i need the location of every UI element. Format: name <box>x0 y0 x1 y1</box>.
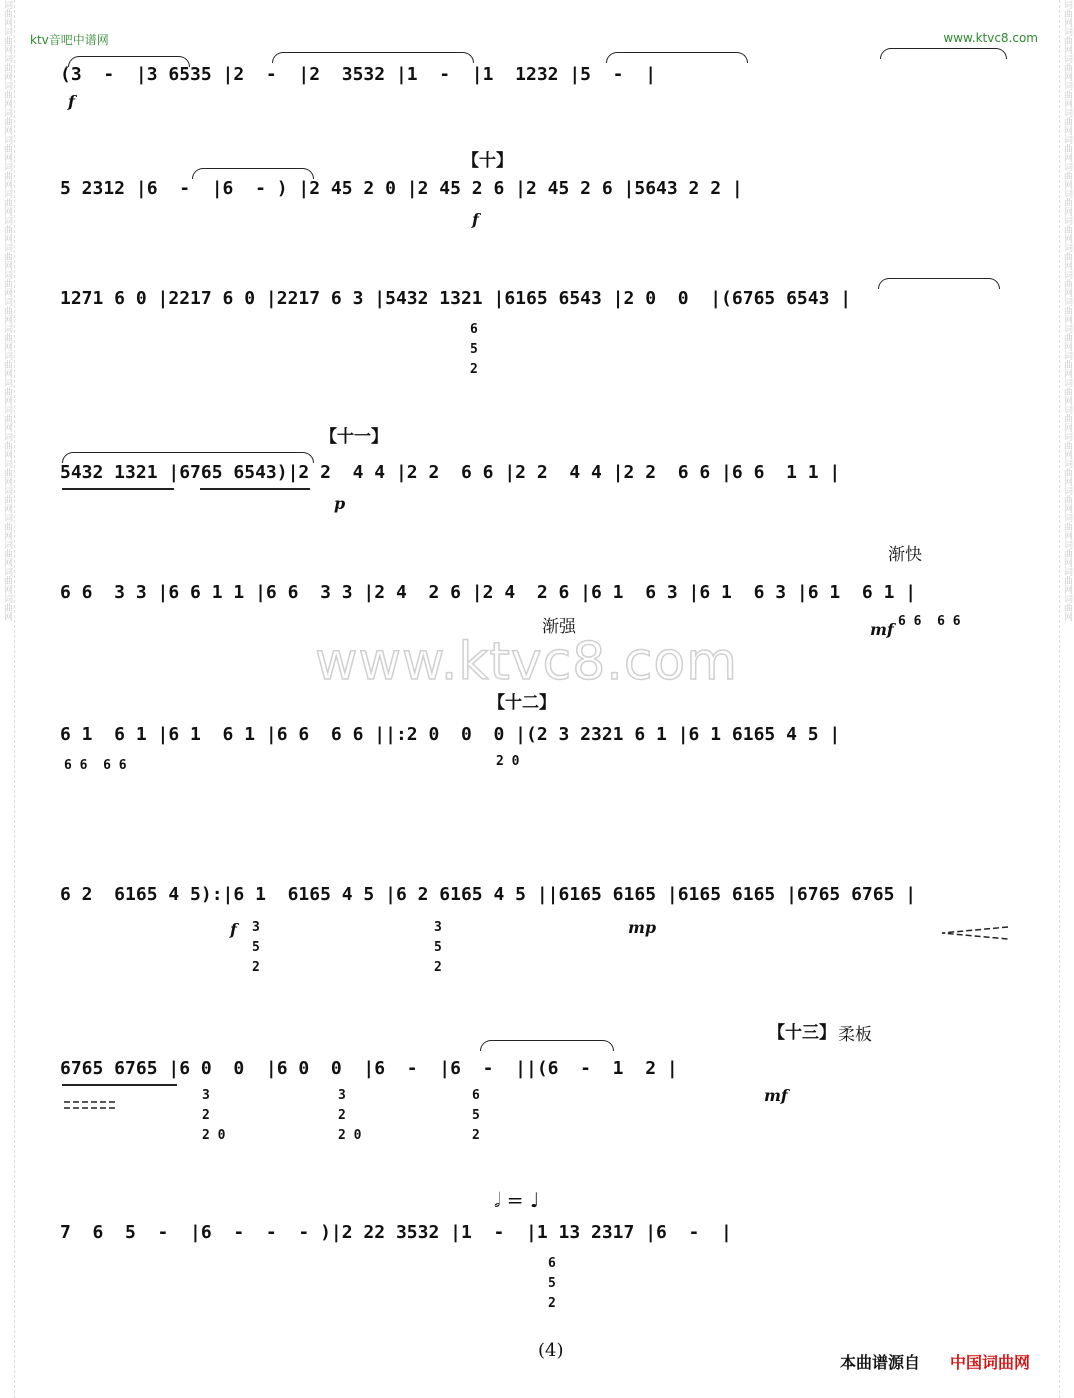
dynamic-mark: p <box>334 494 346 513</box>
side-watermark-text: 词曲网 <box>1062 243 1072 270</box>
slur <box>880 48 1007 59</box>
harmony-notes: 3 2 2 0 <box>338 1088 362 1143</box>
row-1-notes: (3 - |3 6535 |2 - |2 3532 |1 - |1 1232 |5 - | <box>60 64 657 85</box>
side-watermark-text: 词曲网 <box>2 108 12 135</box>
dynamic-mark: f <box>472 210 479 229</box>
harmony-notes: 6 5 2 <box>470 322 478 377</box>
beam-line <box>62 1084 177 1086</box>
side-watermark-text: 词曲网 <box>2 567 12 594</box>
side-watermark-text: 词曲网 <box>2 594 12 621</box>
slur <box>606 52 748 63</box>
side-watermark-text: 词曲网 <box>2 324 12 351</box>
side-watermark-text: 词曲网 <box>2 189 12 216</box>
dynamic-mark: mf <box>870 620 894 639</box>
score-row-3 <box>60 288 1010 320</box>
side-watermark-text: 词曲网 <box>2 243 12 270</box>
side-watermark-text: 词曲网 <box>1062 351 1072 378</box>
slur <box>62 452 314 463</box>
harmony-notes: 3 5 2 <box>252 920 260 975</box>
side-watermark-text: 词曲网 <box>1062 0 1072 27</box>
side-watermark-text: 词曲网 <box>2 270 12 297</box>
side-watermark-text: 词曲网 <box>2 162 12 189</box>
harmony-notes: 6 6 6 6 <box>64 758 127 773</box>
side-watermark-text: 词曲网 <box>2 513 12 540</box>
dynamic-mark: f <box>230 920 237 939</box>
side-watermark-text: 词曲网 <box>2 27 12 54</box>
dynamic-mark: mp <box>628 918 657 937</box>
score-row-1 <box>60 64 1010 96</box>
section-label-10: 【十】 <box>462 151 513 171</box>
side-watermark-text: 词曲网 <box>2 432 12 459</box>
row-5-notes: 6 6 3 3 |6 6 1 1 |6 6 3 3 |2 4 2 6 |2 4 2 6 |6 1 6 3 |6 1 6 3 |6 1 6 1 | <box>60 582 917 603</box>
harmony-notes: 3 2 2 0 <box>202 1088 226 1143</box>
side-watermark-text: 词曲网 <box>1062 297 1072 324</box>
tempo-word-rouban: 柔板 <box>838 1025 872 1045</box>
score-row-9 <box>60 1222 1010 1254</box>
page-number: (4) <box>538 1340 564 1361</box>
score-row-7 <box>60 884 1010 916</box>
header-right-url: www.ktvc8.com <box>943 31 1038 45</box>
harmony-notes: 6 5 2 <box>472 1088 480 1143</box>
slur <box>878 278 1000 289</box>
accel-word: 渐快 <box>888 545 922 565</box>
side-watermark-text: 词曲网 <box>2 459 12 486</box>
side-watermark-text: 词曲网 <box>1062 324 1072 351</box>
side-watermark-text: 词曲网 <box>2 0 12 27</box>
slur <box>192 168 314 179</box>
score-row-6 <box>60 724 1010 756</box>
side-watermark-text: 词曲网 <box>1062 567 1072 594</box>
crescendo-hairpin <box>62 1098 120 1112</box>
section-label-12: 【十二】 <box>488 693 556 713</box>
dynamic-mark: mf <box>764 1086 788 1105</box>
side-watermark-text: 词曲网 <box>1062 405 1072 432</box>
side-watermark-text: 词曲网 <box>2 486 12 513</box>
row-2-notes: 5 2312 |6 - |6 - ) |2 45 2 0 |2 45 2 6 |2 45 2 6 |5643 2 2 | <box>60 178 743 199</box>
side-watermark-text: 词曲网 <box>1062 378 1072 405</box>
left-margin-watermark <box>0 0 15 1398</box>
row-7-notes: 6 2 6165 4 5):|6 1 6165 4 5 |6 2 6165 4 5 ||6165 6165 |6165 6165 |6765 6765 | <box>60 884 917 905</box>
footer-site-name: 中国词曲网 <box>950 1353 1031 1372</box>
side-watermark-text: 词曲网 <box>1062 432 1072 459</box>
slur <box>480 1040 614 1051</box>
center-watermark: www.ktvc8.com <box>315 632 738 692</box>
harmony-notes: 3 5 2 <box>434 920 442 975</box>
side-watermark-text: 词曲网 <box>2 81 12 108</box>
harmony-notes: 2 0 <box>496 754 520 769</box>
slur <box>68 56 190 67</box>
crescendo-hairpin <box>940 926 1010 940</box>
row-3-notes: 1271 6 0 |2217 6 0 |2217 6 3 |5432 1321 |6165 6543 |2 0 0 |(6765 6543 | <box>60 288 852 309</box>
right-margin-watermark <box>1059 0 1074 1398</box>
row-4-notes: 5432 1321 |6765 6543)|2 2 4 4 |2 2 6 6 |2 2 4 4 |2 2 6 6 |6 6 1 1 | <box>60 462 841 483</box>
side-watermark-text: 词曲网 <box>2 405 12 432</box>
side-watermark-text: 词曲网 <box>1062 540 1072 567</box>
slur <box>272 52 474 63</box>
beam-line <box>62 488 174 490</box>
cresc-word: 渐强 <box>542 617 576 637</box>
side-watermark-text: 词曲网 <box>1062 594 1072 621</box>
side-watermark-text: 词曲网 <box>1062 108 1072 135</box>
side-watermark-text: 词曲网 <box>1062 54 1072 81</box>
score-row-5 <box>60 582 1010 614</box>
tempo-equation: 𝅗𝅥 = ♩ <box>494 1188 540 1212</box>
side-watermark-text: 词曲网 <box>1062 459 1072 486</box>
section-label-11: 【十一】 <box>320 427 388 447</box>
footer-source-label: 本曲谱源自 <box>840 1353 921 1372</box>
beam-line <box>200 488 310 490</box>
side-watermark-text: 词曲网 <box>1062 135 1072 162</box>
side-watermark-text: 词曲网 <box>1062 513 1072 540</box>
dynamic-mark: f <box>68 92 75 111</box>
row-6-notes: 6 1 6 1 |6 1 6 1 |6 6 6 6 ||:2 0 0 0 |(2 3 2321 6 1 |6 1 6165 4 5 | <box>60 724 841 745</box>
harmony-notes: 6 6 6 6 <box>898 614 961 629</box>
side-watermark-text: 词曲网 <box>2 54 12 81</box>
side-watermark-text: 词曲网 <box>2 378 12 405</box>
side-watermark-text: 词曲网 <box>1062 189 1072 216</box>
side-watermark-text: 词曲网 <box>1062 216 1072 243</box>
side-watermark-text: 词曲网 <box>1062 81 1072 108</box>
side-watermark-text: 词曲网 <box>1062 27 1072 54</box>
side-watermark-text: 词曲网 <box>2 540 12 567</box>
side-watermark-text: 词曲网 <box>1062 270 1072 297</box>
side-watermark-text: 词曲网 <box>2 135 12 162</box>
side-watermark-text: 词曲网 <box>2 351 12 378</box>
section-label-13: 【十三】 <box>768 1023 836 1043</box>
side-watermark-text: 词曲网 <box>1062 162 1072 189</box>
side-watermark-text: 词曲网 <box>2 216 12 243</box>
harmony-notes: 6 5 2 <box>548 1256 556 1311</box>
score-row-2 <box>60 178 1010 210</box>
row-9-notes: 7 6 5 - |6 - - - )|2 22 3532 |1 - |1 13 2317 |6 - | <box>60 1222 732 1243</box>
row-8-notes: 6765 6765 |6 0 0 |6 0 0 |6 - |6 - ||(6 - 1 2 | <box>60 1058 678 1079</box>
side-watermark-text: 词曲网 <box>2 297 12 324</box>
header-left-site: ktv音吧中谱网 <box>30 33 109 47</box>
side-watermark-text: 词曲网 <box>1062 486 1072 513</box>
